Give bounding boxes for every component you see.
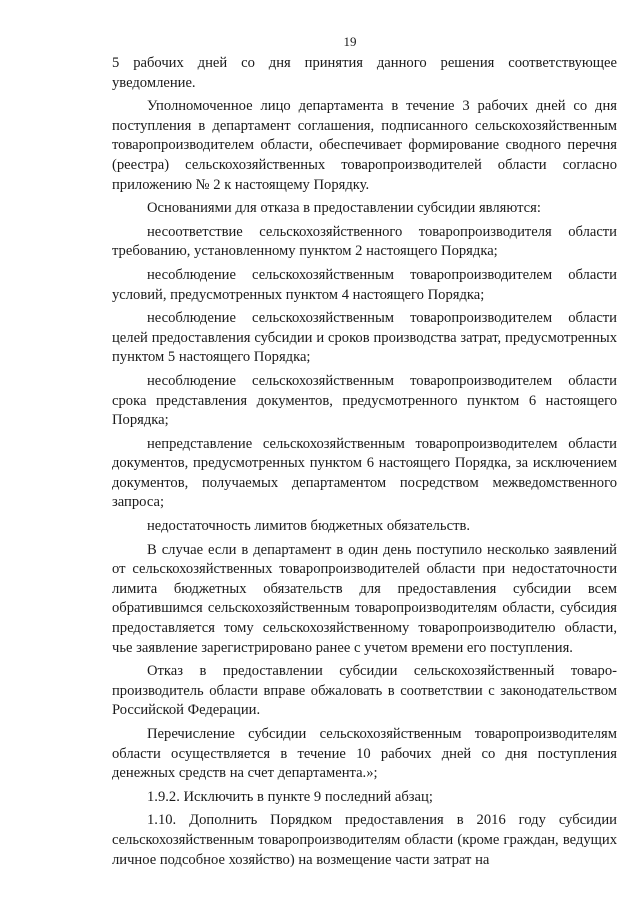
paragraph: Уполномоченное лицо департамента в течение 3 рабочих дней со дня поступления в департамент соглашения, подписанного сельскохозяйственным товаропроизводителем области, обеспечивает формирование сводного перечня (реестра) сельскохозяйственных товаропроизводителей области согласно приложению № 2 к настоящему Порядку. [112, 98, 617, 193]
document-body [112, 54, 617, 874]
paragraph: Отказ в предоставлении субсидии сельскохозяйственный товаропроизводитель области вправе обжаловать в соответствии с законодательством Российской Федерации. [112, 663, 617, 719]
list-item: недостаточность лимитов бюджетных обязательств. [147, 518, 470, 535]
list-item: несоблюдение сельскохозяйственным товаропроизводителем области срока представления документов, предусмотренного пунктом 6 настоящего Порядка; [112, 372, 617, 429]
list-item: несоответствие сельскохозяйственного товаропроизводителя области требованию, установленному пунктом 2 настоящего Порядка; [112, 223, 617, 260]
amendment-item: 1.9.2. Исключить в пункте 9 последний абзац; [147, 788, 433, 805]
list-item: несоблюдение сельскохозяйственным товаропроизводителем области целей предоставления субсидии и сроков производства затрат, предусмотренных пунктом 5 настоящего Порядка; [112, 310, 617, 366]
paragraph: Основаниями для отказа в предоставлении субсидии являются: [147, 200, 541, 217]
paragraph: Перечисление субсидии сельскохозяйственным товаропроизводителям области осуществляется в течение 10 рабочих дней со дня поступления денежных средств на счет департамента.»; [112, 726, 617, 782]
paragraph: В случае если в департамент в один день поступило несколько заявлений от сельскохозяйственных товаропроизводителей области при недостаточности лимита бюджетных обязательств для предоставления субсидии всем обратившимся сельскохозяйственным товаропроизводителям области, субсидия предоставляется тому сельскохозяйственному товаропроизводителю области, чье заявление зарегистрировано ранее с учетом времени его поступления. [112, 541, 617, 656]
list-item: несоблюдение сельскохозяйственным товаропроизводителем области условий, предусмотренных пунктом 4 настоящего Порядка; [112, 266, 617, 303]
list-item: непредставление сельскохозяйственным товаропроизводителем области документов, предусмотренных пунктом 6 настоящего Порядка, за исключением документов, получаемых департаментом посредством межведомственного запроса; [112, 435, 617, 511]
amendment-item: 1.10. Дополнить Порядком предоставления в 2016 году субсидии сельскохозяйственным товаропроизводителям области (кроме граждан, ведущих личное подсобное хозяйство) на возмещение части затрат на [112, 812, 617, 868]
paragraph: 5 рабочих дней со дня принятия данного решения соответствующее уведомление. [112, 55, 617, 91]
page-number: 19 [343, 34, 357, 49]
